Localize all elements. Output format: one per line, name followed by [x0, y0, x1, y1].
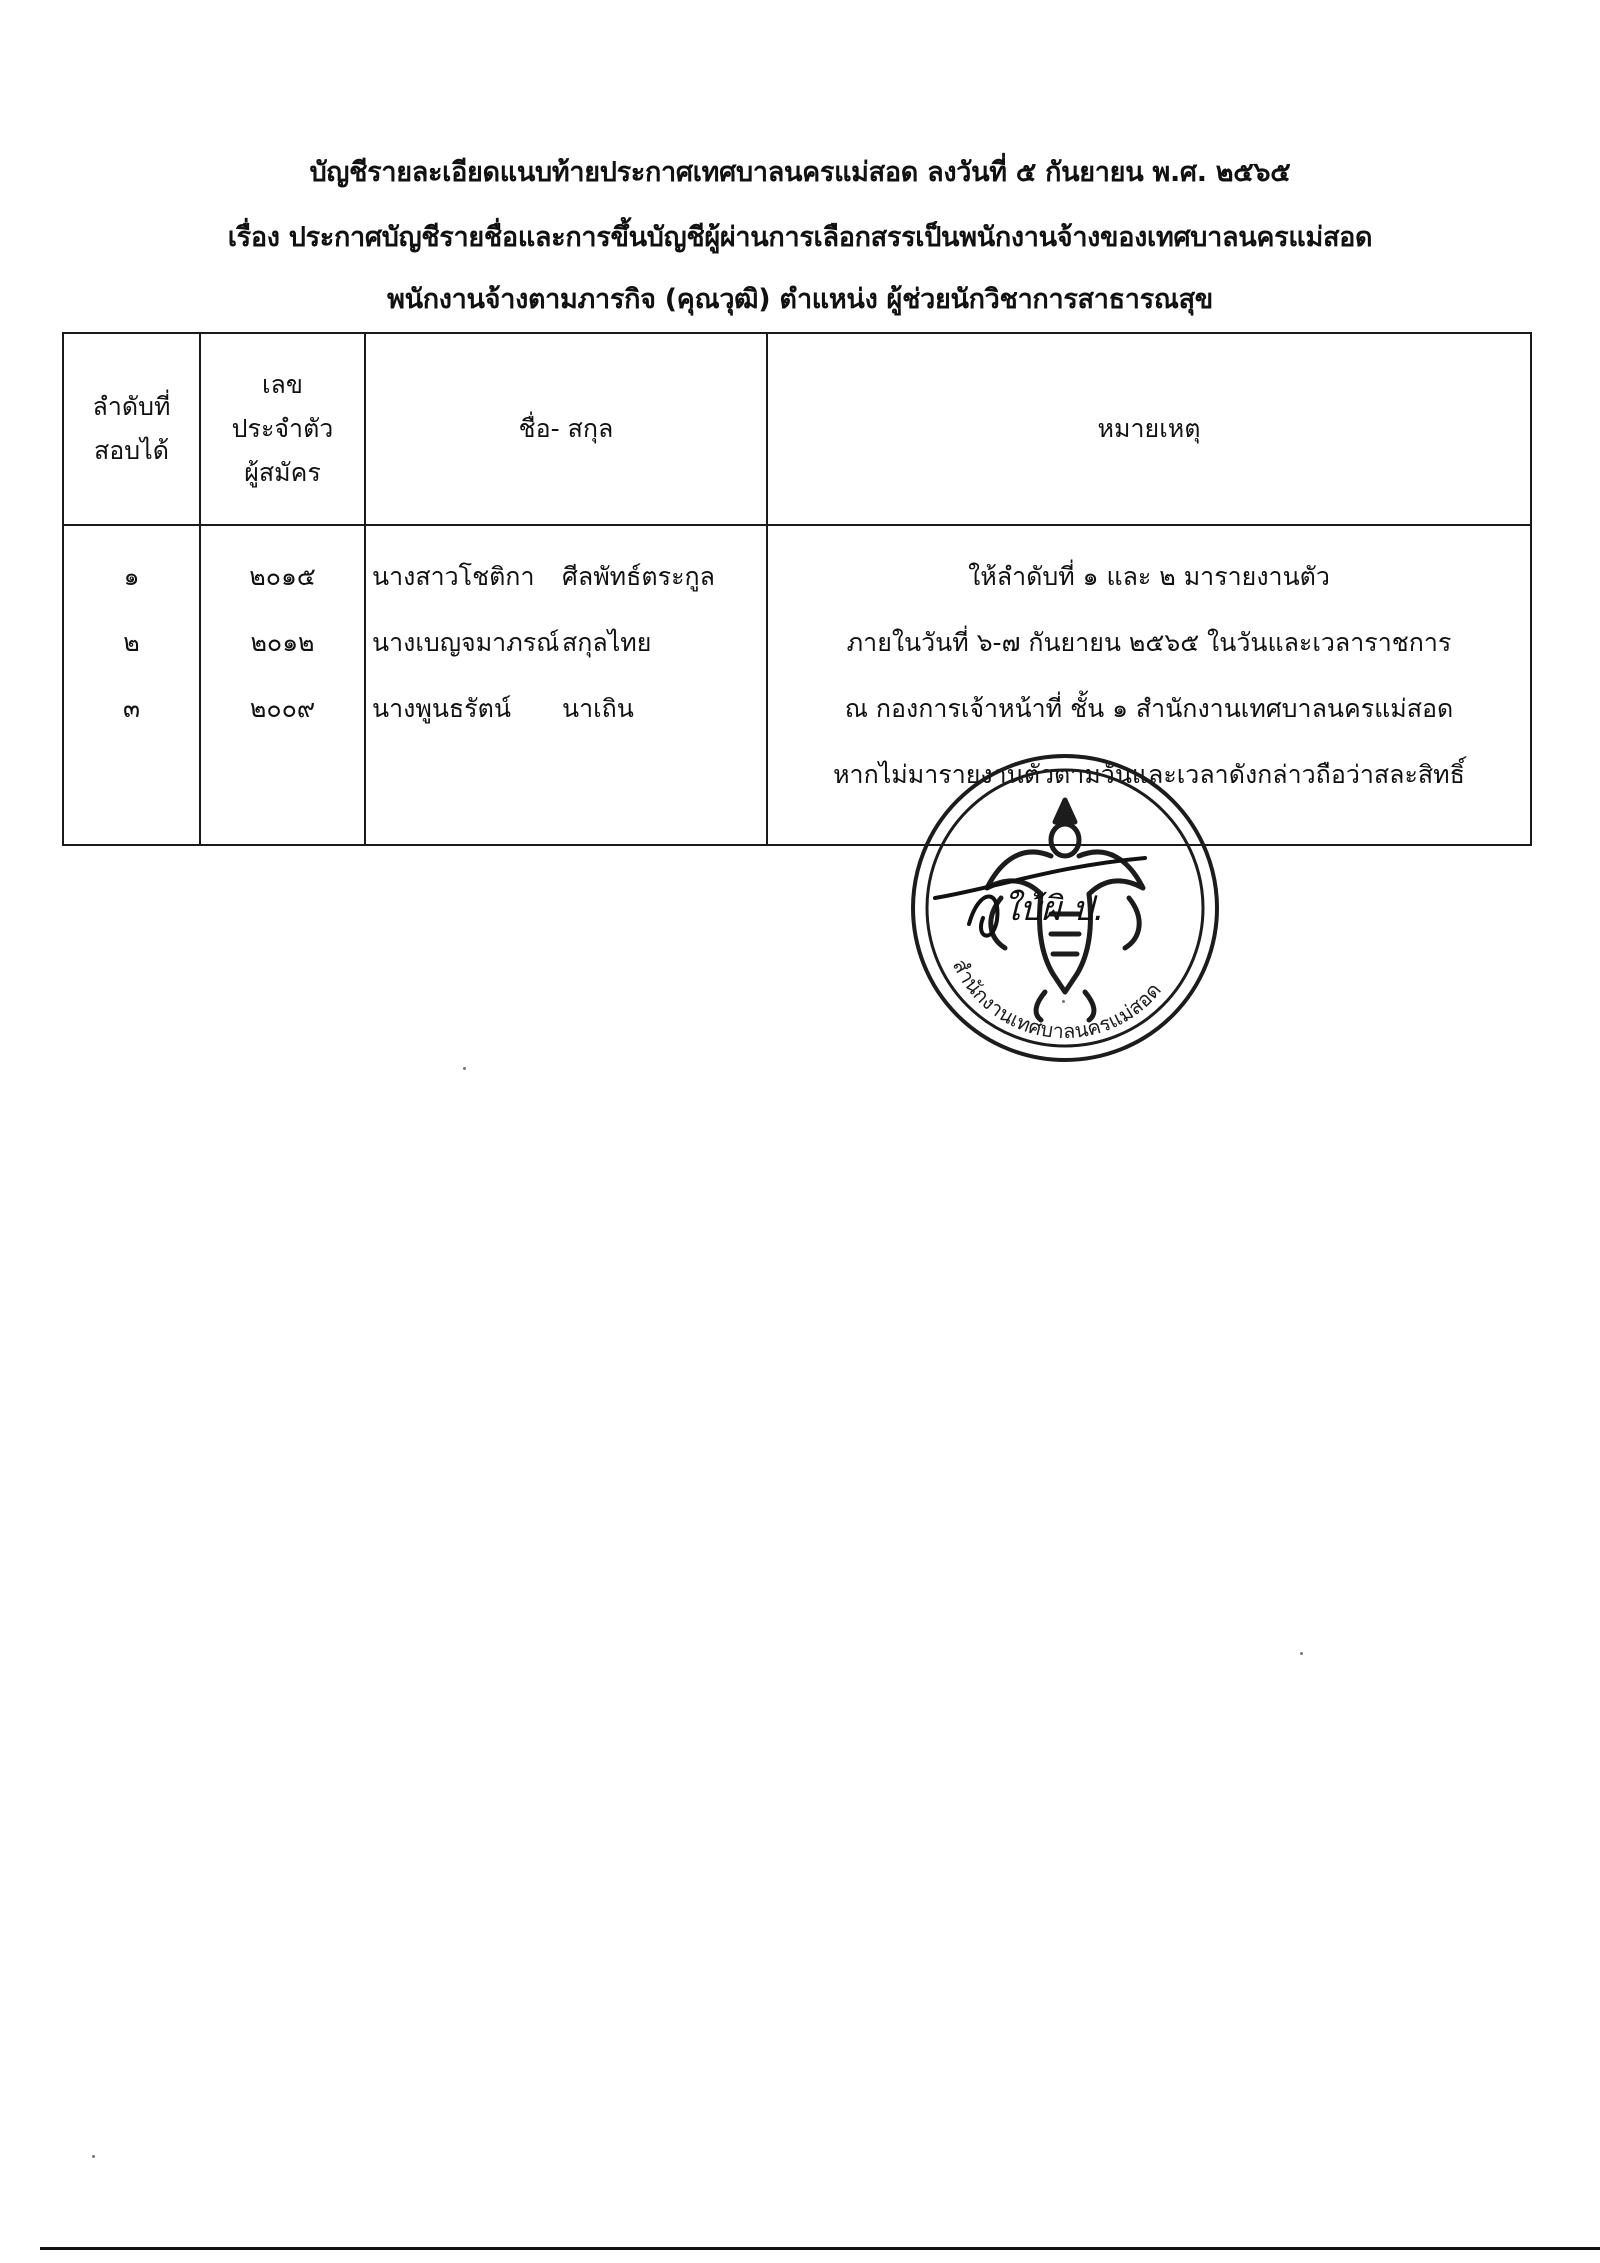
first-name: นางเบญจมาภรณ์ — [372, 628, 560, 657]
name-entry — [366, 544, 766, 610]
applicant-id: ๒๐๑๒ — [250, 628, 315, 657]
signature-text: ใบ้ผิ ป. — [1003, 889, 1105, 929]
last-name: สกุลไทย — [562, 628, 652, 657]
rank-value: ๓ — [122, 694, 141, 723]
remark-line: ให้ลำดับที่ ๑ และ ๒ มารายงานตัว — [968, 562, 1330, 591]
scan-speck — [1062, 1000, 1065, 1003]
name-cell — [365, 525, 767, 845]
table-header-row — [63, 333, 1531, 525]
remark-line: ณ กองการเจ้าหน้าที่ ชั้น ๑ สำนักงานเทศบาลนครแม่สอด — [844, 694, 1454, 723]
remark-line: หากไม่มารายงานตัวตามวันและเวลาดังกล่าวถือว่าสละสิทธิ์ — [833, 760, 1465, 789]
document-title: บัญชีรายละเอียดแนบท้ายประกาศเทศบาลนครแม่สอด ลงวันที่ ๕ กันยายน พ.ศ. ๒๕๖๕ — [309, 157, 1291, 188]
scan-speck — [463, 1067, 466, 1070]
remark-line: ภายในวันที่ ๖-๗ กันยายน ๒๕๖๕ ในวันและเวลาราชการ — [846, 628, 1452, 657]
last-name: ศีลพัทธ์ตระกูล — [562, 562, 715, 591]
name-entry — [366, 610, 766, 676]
header-name: ชื่อ- สกุล — [365, 333, 767, 525]
scan-speck — [92, 2155, 95, 2158]
first-name: นางสาวโชติกา — [372, 562, 535, 591]
first-name: นางพูนธรัตน์ — [372, 694, 511, 723]
rank-value: ๒ — [123, 628, 140, 657]
scan-edge-line — [40, 2247, 1600, 2250]
applicant-id: ๒๐๑๕ — [249, 562, 316, 591]
rank-value: ๑ — [123, 562, 140, 591]
results-table — [62, 332, 1532, 846]
table-row — [63, 525, 1531, 845]
document-position: พนักงานจ้างตามภารกิจ (คุณวุฒิ) ตำแหน่ง ผู้ช่วยนักวิชาการสาธารณสุข — [387, 284, 1213, 315]
name-entry — [366, 676, 766, 742]
applicant-id-cell — [200, 525, 365, 845]
document-subject: เรื่อง ประกาศบัญชีรายชื่อและการขึ้นบัญชีผู้ผ่านการเลือกสรรเป็นพนักงานจ้างของเทศบาลนครแม่สอด — [227, 222, 1373, 253]
header-remark: หมายเหตุ — [767, 333, 1531, 525]
seal-ring-text: สำนักงานเทศบาลนครแม่สอด — [947, 955, 1166, 1044]
header-rank: ลำดับที่ สอบได้ — [63, 333, 200, 525]
header-applicant-id: เลข ประจำตัว ผู้สมัคร — [200, 333, 365, 525]
applicant-id: ๒๐๐๙ — [249, 694, 316, 723]
last-name: นาเถิน — [562, 694, 634, 723]
scan-speck — [1300, 1652, 1303, 1655]
rank-cell — [63, 525, 200, 845]
municipal-seal-stamp — [905, 748, 1225, 1068]
